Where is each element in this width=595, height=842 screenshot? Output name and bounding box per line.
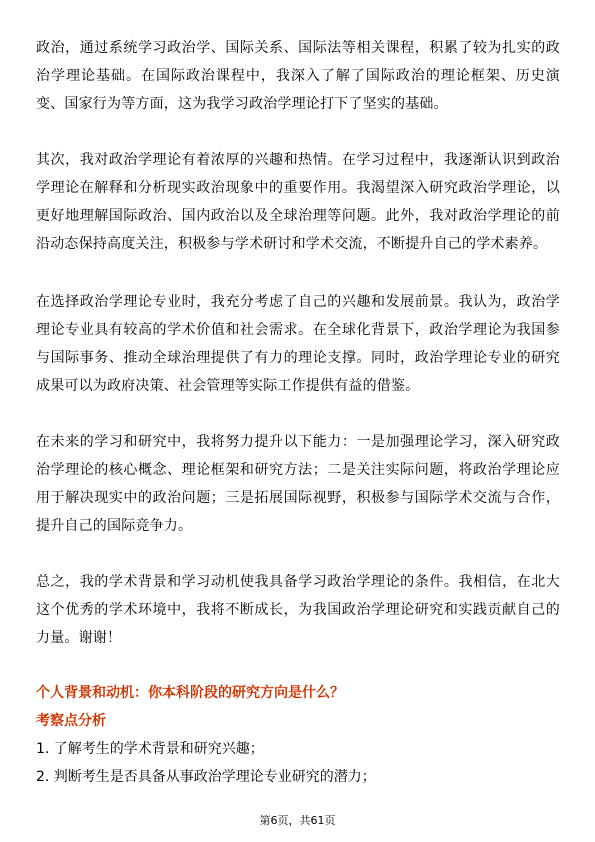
- interview-question-heading: 个人背景和动机：你本科阶段的研究方向是什么？: [36, 685, 344, 701]
- body-paragraph-3: 在选择政治学理论专业时，我充分考虑了自己的兴趣和发展前景。我认为，政治学理论专业具有较高的学术价值和社会需求。在全球化背景下，政治学理论为我国参与国际事务、推动全球治理提供了有力的理论支撑。同时，政治学理论专业的研究成果可以为政府决策、社会管理等实际工作提供有益的借鉴。: [36, 294, 560, 394]
- body-paragraph-4: 在未来的学习和研究中，我将努力提升以下能力：一是加强理论学习，深入研究政治学理论的核心概念、理论框架和研究方法；二是关注实际问题，将政治学理论应用于解决现实中的政治问题；三是拓展国际视野，积极参与国际学术交流与合作，提升自己的国际竞争力。: [36, 434, 560, 534]
- page-number-footer: 第6页，共61页: [259, 814, 336, 827]
- analysis-heading: 考察点分析: [36, 713, 106, 729]
- body-paragraph-1: 政治，通过系统学习政治学、国际关系、国际法等相关课程，积累了较为扎实的政治学理论基础。在国际政治课程中，我深入了解了国际政治的理论框架、历史演变、国家行为等方面，这为我学习政治学理论打下了坚实的基础。: [36, 40, 560, 112]
- analysis-item: 2. 判断考生是否具备从事政治学理论专业研究的潜力；: [36, 769, 376, 785]
- body-paragraph-5: 总之，我的学术背景和学习动机使我具备学习政治学理论的条件。我相信，在北大这个优秀的学术环境中，我将不断成长，为我国政治学理论研究和实践贡献自己的力量。谢谢！: [36, 574, 560, 646]
- analysis-item: 1. 了解考生的学术背景和研究兴趣；: [36, 741, 264, 757]
- body-paragraph-2: 其次，我对政治学理论有着浓厚的兴趣和热情。在学习过程中，我逐渐认识到政治学理论在解释和分析现实政治现象中的重要作用。我渴望深入研究政治学理论，以更好地理解国际政治、国内政治以及全球治理等问题。此外，我对政治学理论的前沿动态保持高度关注，积极参与学术研讨和学术交流，不断提升自己的学术素养。: [36, 152, 560, 252]
